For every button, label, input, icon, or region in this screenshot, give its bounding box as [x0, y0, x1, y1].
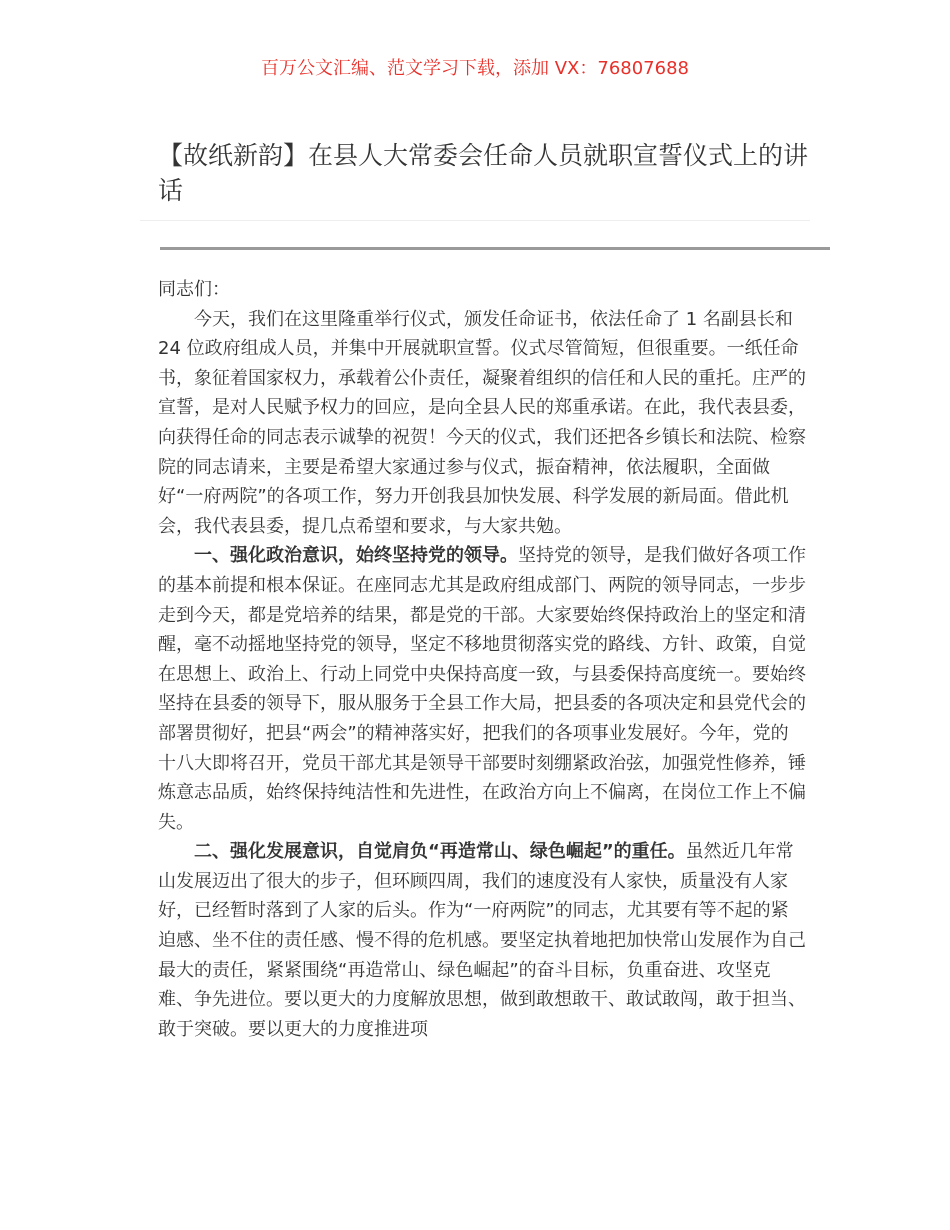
paragraph-section-1: [158, 541, 806, 837]
article-title: 【故纸新韵】在县人大常委会任命人员就职宣誓仪式上的讲话: [158, 141, 809, 205]
promo-banner: [0, 56, 950, 82]
paragraph-section-2: [158, 837, 806, 1044]
title-divider: [140, 220, 810, 221]
article-body: [158, 275, 806, 1044]
section-heading: 一、强化政治意识，始终坚持党的领导。: [194, 545, 518, 567]
paragraph-text: 坚持党的领导，是我们做好各项工作的基本前提和根本保证。在座同志尤其是政府组成部门、两院的领导同志，一步步走到今天，都是党培养的结果，都是党的干部。大家要始终保持政治上的坚定和清醒，毫不动摇地坚持党的领导，坚定不移地贯彻落实党的路线、方针、政策，自觉在思想上、政治上、行动上同党中央保持高度一致，与县委保持高度统一。要始终坚持在县委的领导下，服从服务于全县工作大局，把县委的各项决定和县党代会的部署贯彻好，把县“两会”的精神落实好，把我们的各项事业发展好。今年，党的十八大即将召开，党员干部尤其是领导干部要时刻绷紧政治弦，加强党性修养，锤炼意志品质，始终保持纯洁性和先进性，在政治方向上不偏离，在岗位工作上不偏失。: [158, 545, 806, 833]
paragraph-text: 今天，我们在这里隆重举行仪式，颁发任命证书，依法任命了 1 名副县长和 24 位政府组成人员，并集中开展就职宣誓。仪式尽管简短，但很重要。一纸任命书，象征着国家权力，承载着公仆责任，凝聚着组织的信任和人民的重托。庄严的宣誓，是对人民赋予权力的回应，是向全县人民的郑重承诺。在此，我代表县委，向获得任命的同志表示诚挚的祝贺！今天的仪式，我们还把各乡镇长和法院、检察院的同志请来，主要是希望大家通过参与仪式，振奋精神，依法履职，全面做好“一府两院”的各项工作，努力开创我县加快发展、科学发展的新局面。借此机会，我代表县委，提几点希望和要求，与大家共勉。: [158, 308, 806, 537]
content-divider: [160, 247, 830, 250]
paragraph-intro: [158, 305, 806, 542]
paragraph-text: 虽然近几年常山发展迈出了很大的步子，但环顾四周，我们的速度没有人家快，质量没有人家好，已经暂时落到了人家的后头。作为“一府两院”的同志，尤其要有等不起的紧迫感、坐不住的责任感、慢不得的危机感。要坚定执着地把加快常山发展作为自己最大的责任，紧紧围绕“再造常山、绿色崛起”的奋斗目标，负重奋进、攻坚克难、争先进位。要以更大的力度解放思想，做到敢想敢干、敢试敢闯，敢于担当、敢于突破。要以更大的力度推进项: [158, 841, 806, 1040]
promo-text: 百万公文汇编、范文学习下载，添加 VX：76807688: [261, 58, 689, 79]
salutation: 同志们：: [158, 279, 230, 300]
section-heading: 二、强化发展意识，自觉肩负“再造常山、绿色崛起”的重任。: [194, 841, 686, 863]
